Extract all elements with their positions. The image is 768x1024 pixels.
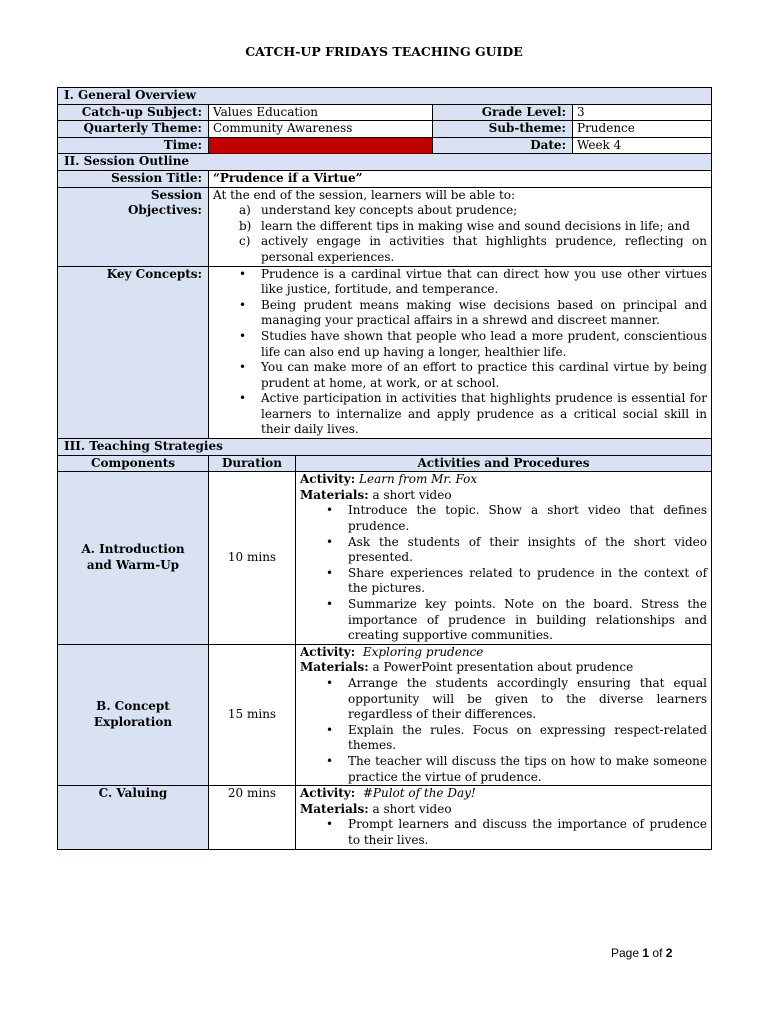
procedure-text: Summarize key points. Note on the board. Stress the importance of prudence in building relationships and creating supportive communities. [348,597,708,643]
component-cell [58,786,209,849]
objective-text: learn the different tips in making wise and sound decisions in life; and [261,218,690,233]
bullet-icon: • [239,297,247,312]
page-word: Page [611,946,640,960]
objectives-row [58,187,712,266]
bullet-icon: • [239,266,247,281]
key-concepts-cell [209,266,712,439]
procedure-item [326,503,708,534]
key-concept-item [239,391,708,438]
activity-label: Activity: [300,644,356,659]
procedure-text: Prompt learners and discuss the importance of prudence to their lives. [348,817,708,847]
component-name-line1: B. Concept [96,699,170,714]
activity-label: Activity: [300,786,356,801]
bullet-icon: • [326,597,334,611]
time-label: Time: [58,137,209,154]
key-concept-text: Active participation in activities that highlights prudence is essential for learners to internalize and apply prudence as a critical social skill in their daily lives. [261,391,708,437]
session-title-value: “Prudence if a Virtue” [209,170,712,187]
materials-label: Materials: [300,801,369,816]
page-current: 1 [642,946,650,960]
objectives-label [58,187,209,266]
procedure-list [300,817,707,848]
subject-row [58,104,712,121]
key-concept-text: You can make more of an effort to practice this cardinal virtue by being prudent at home, at work, or at school. [261,360,708,390]
objective-item [239,203,707,219]
procedure-text: Share experiences related to prudence in the context of the pictures. [348,565,708,596]
objectives-list [213,203,707,265]
procedure-item [326,722,708,754]
activity-name: Learn from Mr. Fox [359,472,478,487]
procedure-list [300,503,707,643]
bullet-icon: • [239,391,247,406]
materials-value: a short video [372,487,452,502]
activities-cell [296,644,712,785]
strategy-row [58,786,712,849]
component-name-line2: Exploration [93,714,173,729]
procedure-text: Arrange the students accordingly ensuring that equal opportunity will be given to the diverse learners regardless of their differences. [348,675,708,722]
bullet-icon: • [326,503,334,518]
grade-label: Grade Level: [433,104,573,121]
objectives-cell [209,187,712,266]
teaching-guide-table [57,87,712,850]
procedure-item [326,597,708,644]
col-duration: Duration [209,455,296,472]
document-title: CATCH-UP FRIDAYS TEACHING GUIDE [245,44,523,59]
strategies-heading-row [58,439,712,456]
activities-cell [296,786,712,849]
activity-line [300,472,707,488]
strategies-header-row [58,455,712,472]
subject-value: Values Education [209,104,433,121]
subtheme-label: Sub-theme: [433,121,573,138]
session-title-label: Session Title: [58,170,209,187]
activity-name: Exploring prudence [362,644,484,659]
time-value-redacted [209,137,433,154]
duration-cell: 10 mins [209,472,296,645]
key-concept-item [239,328,708,360]
date-label: Date: [433,137,573,154]
objective-marker: c) [239,234,251,249]
page-number [611,946,672,960]
col-components: Components [58,455,209,472]
procedure-text: Ask the students of their insights of the short video presented. [348,534,708,565]
procedure-item [326,675,708,723]
date-value: Week 4 [573,137,712,154]
bullet-icon: • [326,565,334,580]
procedure-text: The teacher will discuss the tips on how to make someone practice the virtue of prudence. [348,753,708,784]
procedure-list [300,676,707,785]
objective-text: actively engage in activities that highlights prudence, reflecting on personal experiences. [261,234,708,264]
overview-heading-row [58,88,712,105]
component-name-line2: and Warm-Up [86,558,180,573]
bullet-icon: • [326,675,334,690]
procedure-item [326,534,708,566]
materials-value: a short video [372,801,452,816]
bullet-icon: • [326,753,334,768]
component-name-line1: A. Introduction [81,542,185,557]
page-total: 2 [665,946,673,960]
objectives-intro: At the end of the session, learners will be able to: [213,187,516,202]
key-concept-item [239,266,708,298]
procedure-text: Explain the rules. Focus on expressing respect-related themes. [348,722,708,753]
procedure-item [326,565,708,597]
procedure-item [326,753,708,785]
objective-item [239,218,707,235]
objective-text: understand key concepts about prudence; [261,203,518,218]
key-concept-item [239,297,708,329]
strategies-heading: III. Teaching Strategies [58,439,712,456]
bullet-icon: • [239,328,247,343]
duration-cell: 20 mins [209,786,296,849]
component-name-line1: C. Valuing [98,786,168,801]
duration-cell: 15 mins [209,644,296,785]
bullet-icon: • [326,534,334,549]
bullet-icon: • [239,360,247,375]
key-concept-text: Being prudent means making wise decisions based on principal and managing your practical affairs in a shrewd and discreet manner. [261,297,708,328]
session-title-row [58,170,712,187]
component-cell [58,472,209,645]
component-cell [58,644,209,785]
objective-marker: a) [239,203,251,218]
materials-line [300,660,707,676]
outline-heading: II. Session Outline [58,154,712,171]
objectives-label-line1: Session [150,187,202,202]
activity-name: #Pulot of the Day! [362,786,476,801]
grade-value: 3 [573,104,712,121]
materials-value: a PowerPoint presentation about prudence [372,660,634,675]
key-concepts-label: Key Concepts: [58,266,209,439]
key-concept-text: Studies have shown that people who lead a more prudent, conscientious life can also end up having a longer, healthier life. [261,328,708,359]
theme-value: Community Awareness [209,121,433,138]
activities-cell [296,472,712,645]
subtheme-value: Prudence [573,121,712,138]
materials-line [300,802,707,818]
key-concept-text: Prudence is a cardinal virtue that can direct how you use other virtues like justice, fortitude, and temperance. [261,266,708,297]
outline-heading-row [58,154,712,171]
col-activities: Activities and Procedures [296,455,712,472]
materials-label: Materials: [300,487,369,502]
overview-heading: I. General Overview [58,88,712,105]
materials-label: Materials: [300,660,369,675]
procedure-text: Introduce the topic. Show a short video that defines prudence. [348,503,708,534]
time-date-row [58,137,712,154]
objective-marker: b) [239,218,252,233]
activity-label: Activity: [300,472,356,487]
bullet-icon: • [326,817,334,832]
objectives-label-line2: Objectives: [127,203,202,218]
key-concept-item [239,360,708,391]
key-concepts-row [58,266,712,439]
page-of: of [652,946,663,960]
theme-row [58,121,712,138]
bullet-icon: • [326,722,334,737]
strategy-row [58,472,712,645]
subject-label: Catch-up Subject: [58,104,209,121]
key-concepts-list [213,267,707,439]
materials-line [300,488,707,504]
activity-line [300,786,707,802]
activity-line [300,645,707,661]
objective-item [239,234,708,265]
theme-label: Quarterly Theme: [58,121,209,138]
procedure-item [326,817,708,848]
strategy-row [58,644,712,785]
